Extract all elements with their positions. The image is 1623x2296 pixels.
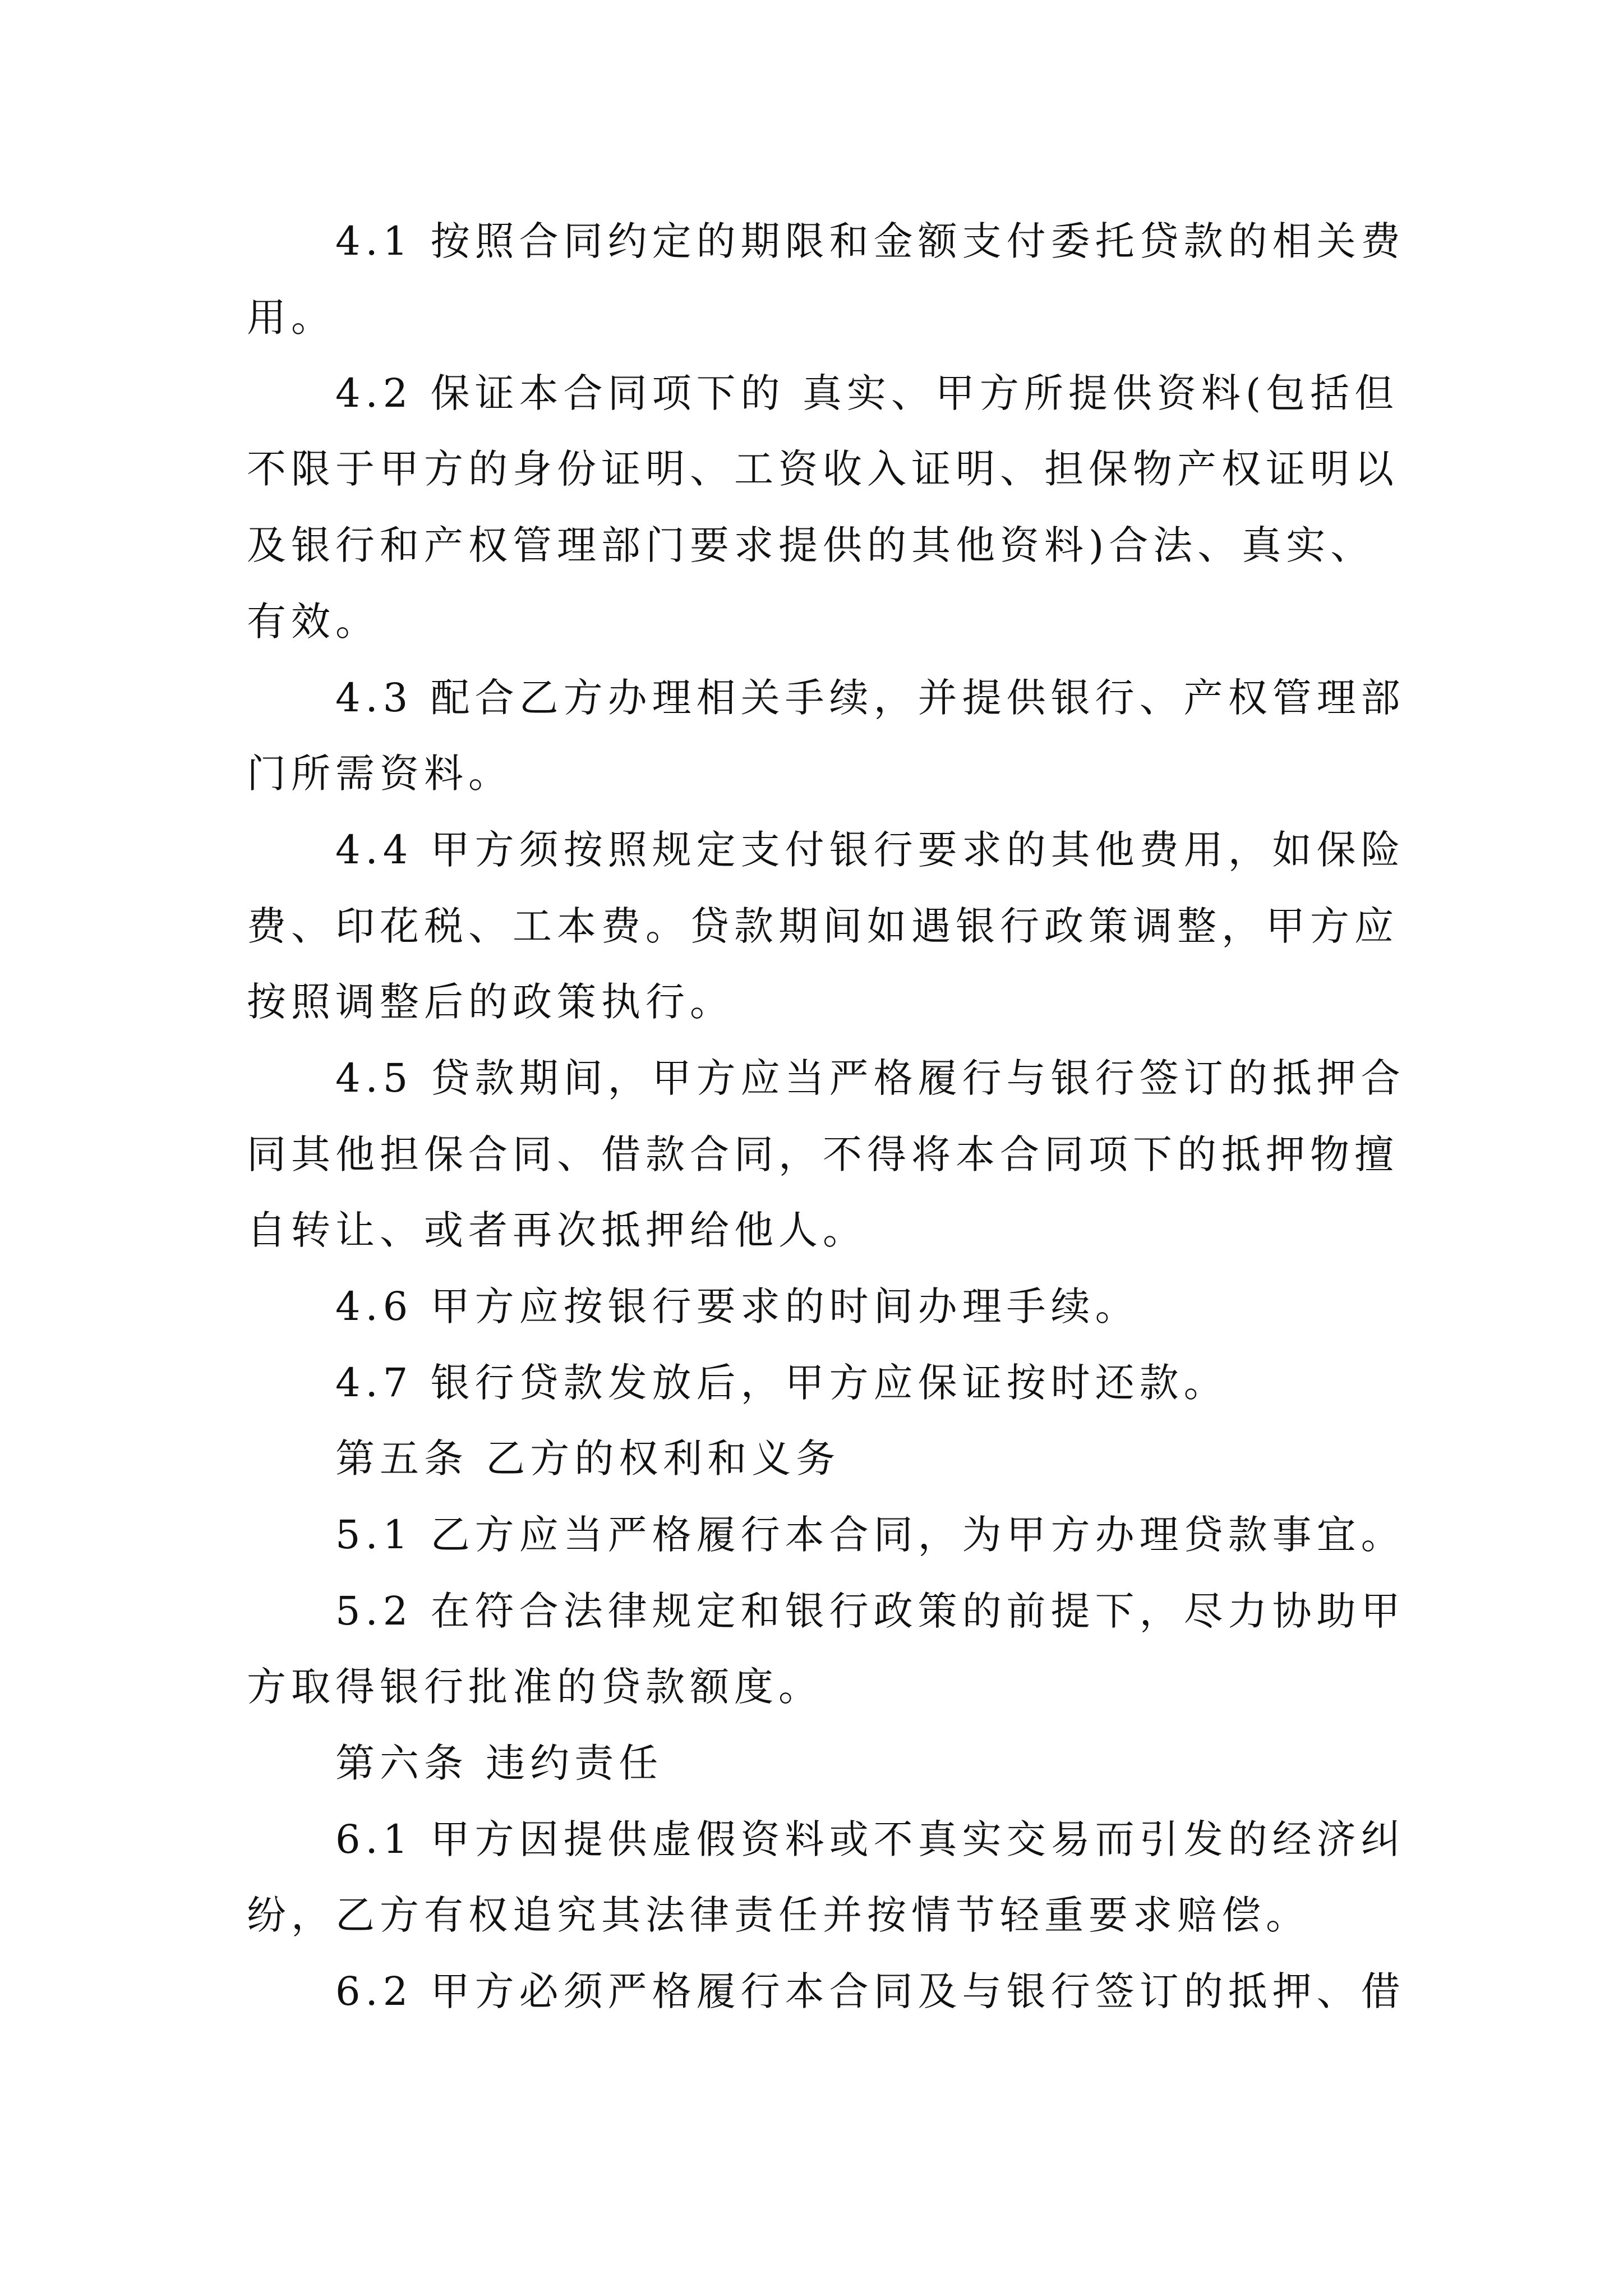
clause-4-5-line-1: 4.5 贷款期间，甲方应当严格履行与银行签订的抵押合 [335, 1055, 1405, 1101]
clause-5-2-line-1: 5.2 在符合法律规定和银行政策的前提下，尽力协助甲 [335, 1588, 1405, 1634]
clause-4-5-line-2: 同其他担保合同、借款合同，不得将本合同项下的抵押物擅 [247, 1131, 1399, 1177]
clause-6-1-line-2: 纷，乙方有权追究其法律责任并按情节轻重要求赔偿。 [247, 1892, 1310, 1938]
article-5-heading: 第五条 乙方的权利和义务 [335, 1435, 841, 1481]
clause-4-1-line-2: 用。 [247, 295, 335, 341]
clause-5-1: 5.1 乙方应当严格履行本合同，为甲方办理贷款事宜。 [335, 1512, 1405, 1558]
clause-4-6: 4.6 甲方应按银行要求的时间办理手续。 [335, 1283, 1140, 1329]
clause-6-2-line-1: 6.2 甲方必须严格履行本合同及与银行签订的抵押、借 [335, 1968, 1405, 2014]
clause-5-2-line-2: 方取得银行批准的贷款额度。 [247, 1664, 823, 1710]
article-6-heading: 第六条 违约责任 [335, 1740, 663, 1786]
clause-4-7: 4.7 银行贷款发放后，甲方应保证按时还款。 [335, 1360, 1228, 1406]
clause-4-5-line-3: 自转让、或者再次抵押给他人。 [247, 1207, 867, 1253]
clause-4-2-line-2: 不限于甲方的身份证明、工资收入证明、担保物产权证明以 [247, 446, 1399, 492]
clause-4-4-line-1: 4.4 甲方须按照规定支付银行要求的其他费用，如保险 [335, 827, 1405, 873]
clause-4-2-line-3: 及银行和产权管理部门要求提供的其他资料)合法、真实、 [247, 522, 1375, 568]
clause-4-2-line-1: 4.2 保证本合同项下的 真实、甲方所提供资料(包括但 [335, 370, 1399, 416]
clause-4-4-line-2: 费、印花税、工本费。贷款期间如遇银行政策调整，甲方应 [247, 903, 1399, 949]
clause-4-3-line-2: 门所需资料。 [247, 751, 513, 797]
clause-6-1-line-1: 6.1 甲方因提供虚假资料或不真实交易而引发的经济纠 [335, 1816, 1405, 1862]
clause-4-1-line-1: 4.1 按照合同约定的期限和金额支付委托贷款的相关费 [335, 218, 1405, 264]
clause-4-3-line-1: 4.3 配合乙方办理相关手续，并提供银行、产权管理部 [335, 675, 1405, 721]
clause-4-4-line-3: 按照调整后的政策执行。 [247, 979, 734, 1025]
clause-4-2-line-4: 有效。 [247, 599, 380, 645]
